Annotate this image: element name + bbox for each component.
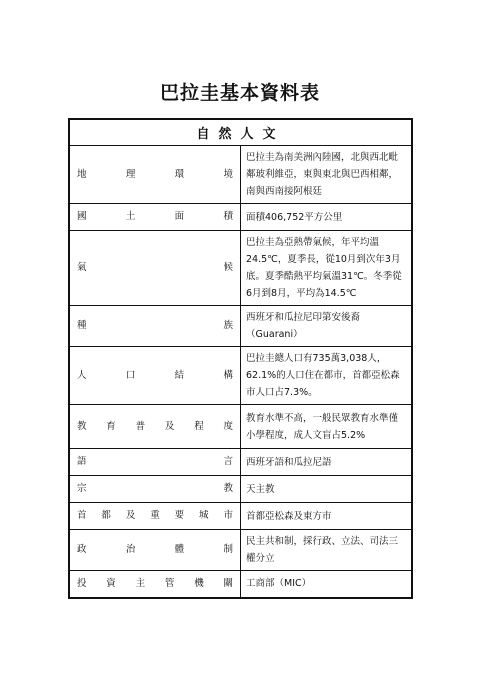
label-char: 語 <box>77 456 87 467</box>
row-value: 巴拉圭總人口有735萬3,038人，62.1%的人口住在都市，首都亞松森市人口占7.3%。 <box>241 347 413 405</box>
label-char: 育 <box>106 420 116 432</box>
label-char: 治 <box>125 544 136 555</box>
label-char: 資 <box>106 577 116 589</box>
table-row <box>69 306 412 347</box>
label-char: 教 <box>223 483 233 494</box>
label-char: 環 <box>174 168 185 180</box>
table-row <box>69 347 412 405</box>
label-char: 投 <box>77 577 87 589</box>
table-row <box>69 231 412 306</box>
row-label <box>69 503 241 530</box>
row-value: 民主共和制，採行政、立法、司法三權分立 <box>241 530 413 571</box>
label-char: 市 <box>223 510 233 521</box>
info-table <box>68 118 413 599</box>
label-char: 管 <box>164 577 175 589</box>
label-char: 教 <box>77 420 87 432</box>
label-char: 理 <box>125 168 136 180</box>
row-label <box>69 571 241 598</box>
label-char: 及 <box>125 510 136 521</box>
label-char: 程 <box>194 420 204 432</box>
label-char: 宗 <box>77 483 87 494</box>
label-char: 土 <box>125 211 136 222</box>
label-char: 城 <box>199 510 209 521</box>
label-char: 制 <box>223 544 233 555</box>
table-row <box>69 146 412 204</box>
label-char: 都 <box>101 510 111 521</box>
label-char: 氣 <box>77 262 87 273</box>
label-char: 重 <box>150 510 160 521</box>
row-value: 巴拉圭為南美洲內陸國，北與西北毗鄰玻利維亞，東與東北與巴西相鄰，南與西南接阿根廷 <box>241 146 413 204</box>
row-value: 西班牙和瓜拉尼印第安後裔（Guarani） <box>241 306 413 347</box>
label-char: 體 <box>174 544 185 555</box>
label-char: 面 <box>174 211 185 222</box>
row-label <box>69 146 241 204</box>
row-value: 西班牙語和瓜拉尼語 <box>241 449 413 476</box>
label-char: 主 <box>135 577 146 589</box>
label-char: 族 <box>223 320 233 331</box>
label-char: 構 <box>223 369 233 381</box>
row-label <box>69 476 241 503</box>
row-value: 工商部（MIC） <box>241 571 413 598</box>
row-value: 面積406,752平方公里 <box>241 204 413 231</box>
table-row <box>69 405 412 449</box>
label-char: 首 <box>77 510 87 521</box>
document-title: 巴拉圭基本資料表 <box>159 82 320 104</box>
label-char: 度 <box>223 420 233 432</box>
row-label <box>69 231 241 306</box>
table-row <box>69 530 412 571</box>
row-label <box>69 347 241 405</box>
table-row <box>69 449 412 476</box>
label-char: 境 <box>223 168 233 180</box>
label-char: 國 <box>77 211 87 222</box>
label-char: 關 <box>223 577 233 589</box>
row-label <box>69 306 241 347</box>
row-value: 天主教 <box>241 476 413 503</box>
table-row <box>69 476 412 503</box>
section-header: 自然人文 <box>69 119 412 146</box>
table-row <box>69 503 412 530</box>
row-value: 首都亞松森及東方市 <box>241 503 413 530</box>
label-char: 候 <box>223 262 233 273</box>
label-char: 結 <box>174 369 185 381</box>
label-char: 及 <box>164 420 175 432</box>
label-char: 種 <box>77 320 87 331</box>
row-label <box>69 530 241 571</box>
row-value: 巴拉圭為亞熱帶氣候，年平均溫24.5℃，夏季長，從10月到次年3月底。夏季酷熱平均氣溫31℃。冬季從6月到8月，平均為14.5℃ <box>241 231 413 306</box>
label-char: 地 <box>77 168 87 180</box>
label-char: 普 <box>135 420 146 432</box>
row-value: 教育水準不高，一般民眾教育水準僅小學程度，成人文盲占5.2% <box>241 405 413 449</box>
label-char: 機 <box>194 577 204 589</box>
label-char: 要 <box>174 510 185 521</box>
label-char: 積 <box>223 211 233 222</box>
label-char: 言 <box>223 456 233 467</box>
row-label <box>69 449 241 476</box>
row-label <box>69 405 241 449</box>
label-char: 政 <box>77 544 87 555</box>
table-row <box>69 204 412 231</box>
table-row <box>69 571 412 598</box>
row-label <box>69 204 241 231</box>
table-header-row <box>69 119 412 146</box>
label-char: 口 <box>125 369 136 381</box>
label-char: 人 <box>77 369 87 381</box>
